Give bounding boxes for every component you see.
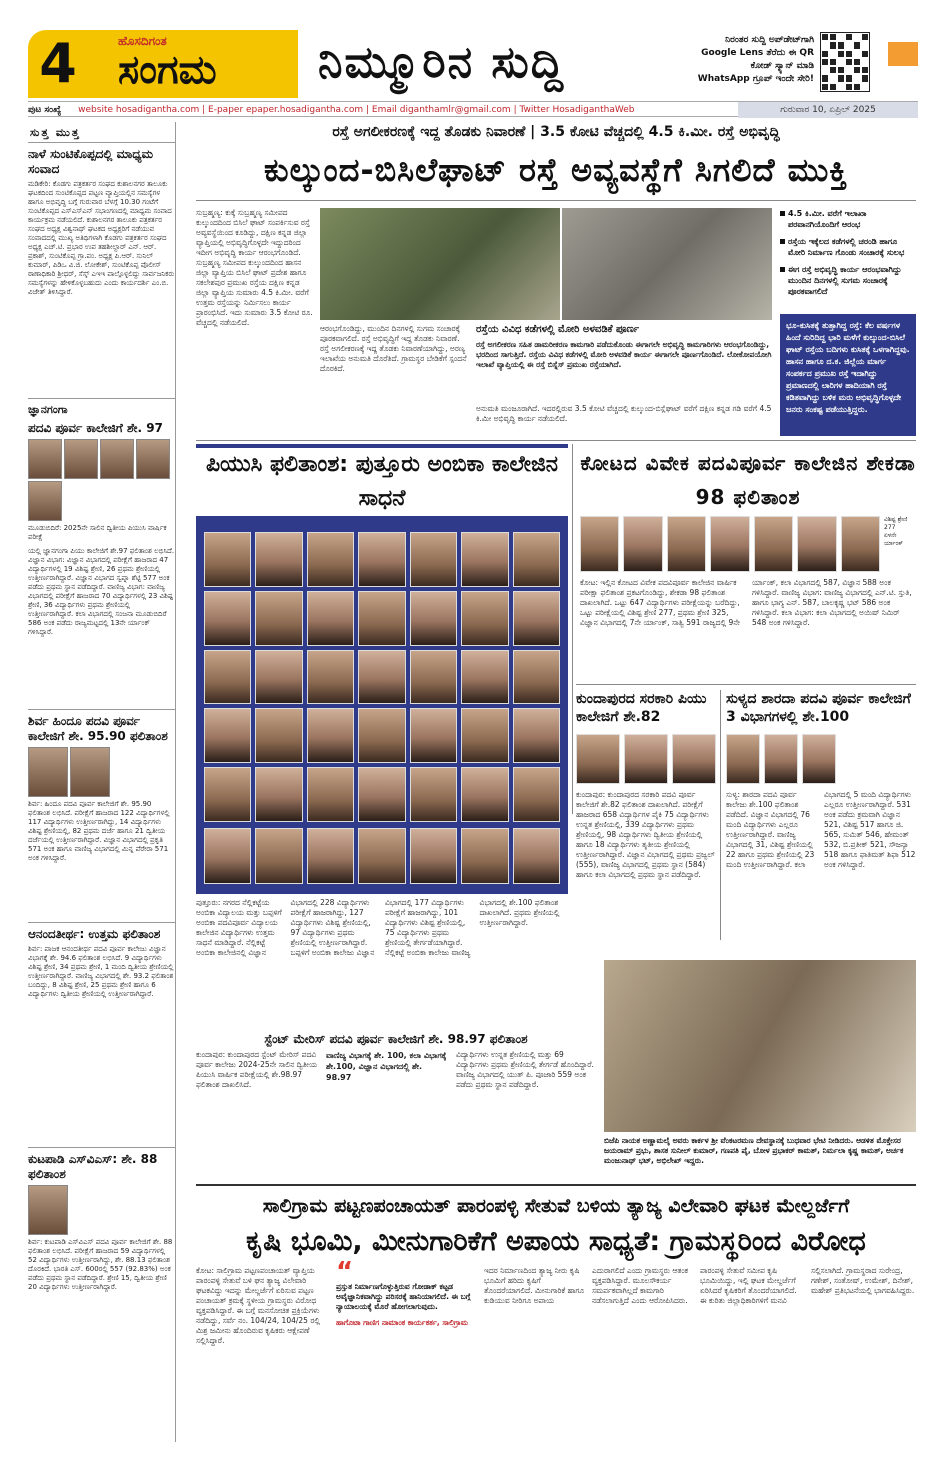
stmary-headline: ಸ್ಟೆಂಟ್ ಮೇರಿಸ್ ಪದವಿ ಪೂರ್ವ ಕಾಲೇಜಿಗೆ ಶೇ. 98.97 ಫಲಿತಾಂಶ: [264, 1032, 528, 1046]
student-photo: [513, 767, 560, 822]
student-photo: [255, 708, 302, 763]
student-photo: [358, 591, 405, 646]
ambika-student-row: [204, 828, 560, 884]
article-dateline: ಮೂಡುಬಿದಿರೆ: 2025ನೇ ಸಾಲಿನ ದ್ವಿತೀಯ ಪಿಯುಸಿ ವಾರ್ಷಿಕ ಪರೀಕ್ಷೆ: [28, 524, 167, 541]
road-work-photo[interactable]: [320, 208, 560, 320]
issue-date: ಗುರುವಾರ 10, ಏಪ್ರಿಲ್ 2025: [738, 102, 918, 118]
saligrama-body: ಇದರ ನಿರ್ಮಾಣದಿಂದ ತ್ಯಾಜ್ಯ ನೀರು ಕೃಷಿ ಭೂಮಿಗೆ ಹರಿದು ಕೃಷಿಗೆ ತೊಂದರೆಯಾಗಲಿದೆ. ಮೀನುಗಾರಿಕೆ ಹಾಗೂ ಕುಡಿಯುವ ನೀರಿಗೂ ಅಪಾಯ ಎದುರಾಗಲಿದೆ ಎಂದು ಗ್ರಾಮಸ್ಥರು ಆತಂಕ ವ್ಯಕ್ತಪಡಿಸಿದ್ದಾರೆ. ಮೂಲಸೌಕರ್ಯ ಸಮರ್ಪಕವಾಗಿಲ್ಲದೆ ಕಾಮಗಾರಿ ನಡೆಸಲಾಗುತ್ತಿದೆ ಎಂದು ಆರೋಪಿಸಿದರು.: [484, 1266, 689, 1305]
student-photo: [307, 650, 354, 705]
orange-tab: [888, 42, 918, 66]
student-photo: [410, 532, 457, 587]
student-photo: [764, 734, 798, 784]
saligrama-body: ಕೋಟ: ಸಾಲಿಗ್ರಾಮ ಪಟ್ಟಣಪಂಚಾಯತ್ ವ್ಯಾಪ್ತಿಯ ಪಾರಂಪಳ್ಳಿ ಸೇತುವೆ ಬಳಿ ಘನ ತ್ಯಾಜ್ಯ ವಿಲೇವಾರಿ ಘಟಕವಿದ್ದು ಇದನ್ನು ಮೇಲ್ದರ್ಜೆಗೆ ಏರಿಸುವ ಪಟ್ಟಣ ಪಂಚಾಯತ್ ಕ್ರಮಕ್ಕೆ ಸ್ಥಳೀಯ ಗ್ರಾಮಸ್ಥರು ವಿರೋಧ ವ್ಯಕ್ತಪಡಿಸಿದ್ದಾರೆ. ಈ ಬಗ್ಗೆ ಮನಸೋಚಿತ ಪ್ರಕ್ರಿಯೆಗಳು ನಡೆದಿದ್ದು, ಸರ್ವೆ ನಂ. 104/24, 104/25 ರಲ್ಲಿ ಮಿಶ್ರ ಜಮೀನು ಹೊಂದಿರುವ ಕೃಷಿಕರು ಆಕ್ಷೇಪಣೆ ಸಲ್ಲಿಸಿದ್ದಾರೆ.: [196, 1266, 320, 1345]
stmary-body: ವಿದ್ಯಾರ್ಥಿಗಳು ಉನ್ನತ ಶ್ರೇಣಿಯಲ್ಲಿ ಮತ್ತು 69 ವಿದ್ಯಾರ್ಥಿಗಳು ಪ್ರಥಮ ಶ್ರೇಣಿಯಲ್ಲಿ ತೇರ್ಗಡೆ ಹೊಂದಿದ್ದಾರೆ. ವಾಣಿಜ್ಯ ವಿಭಾಗದಲ್ಲಿ ಯುತ್ ಪಿ. ಪೂಜಾರಿ 559 ಅಂಕ ಪಡೆದು ಪ್ರಥಮ ಸ್ಥಾನ ಪಡೆದಿದ್ದಾರೆ.: [456, 1050, 594, 1089]
section-title: ನಿಮ್ಮೂರಿನ ಸುದ್ದಿ: [318, 37, 566, 88]
article-body: ಶಿರ್ವ: ಹಿಂದೂ ಪದವಿ ಪೂರ್ವ ಕಾಲೇಜಿಗೆ ಶೇ. 95.90 ಫಲಿತಾಂಶ ಲಭಿಸಿದೆ. ಪರೀಕ್ಷೆಗೆ ಹಾಜರಾದ 122 ವಿದ್ಯಾರ್ಥಿಗಳಲ್ಲಿ 117 ವಿದ್ಯಾರ್ಥಿಗಳು ಉತ್ತೀರ್ಣರಾಗಿದ್ದು, 14 ವಿದ್ಯಾರ್ಥಿಗಳು ವಿಶಿಷ್ಟ ಶ್ರೇಣಿಯಲ್ಲಿ, 82 ಪ್ರಥಮ ದರ್ಜೆ ಹಾಗೂ 21 ದ್ವಿತೀಯ ದರ್ಜೆಯಲ್ಲಿ ಉತ್ತೀರ್ಣರಾಗಿದ್ದಾರೆ. ವಿಜ್ಞಾನ ವಿಭಾಗದಲ್ಲಿ ಪ್ರಕೃತಿ 571 ಅಂಕ ಹಾಗೂ ವಾಣಿಜ್ಯ ವಿಭಾಗದಲ್ಲಿ ಮಿನ್ನ ಪೆರೇರಾ 571 ಅಂಕ ಗಳಿಸಿದ್ದಾರೆ.: [28, 800, 170, 862]
article-headline: ಆನಂದತೀರ್ಥ: ಉತ್ತಮ ಫಲಿತಾಂಶ: [28, 922, 175, 942]
brand-small-label: ಹೊಸದಿಗಂತ: [118, 34, 167, 48]
student-photo: [410, 708, 457, 763]
student-photo: [410, 828, 457, 884]
student-photo: [307, 767, 354, 822]
student-photo: [358, 650, 405, 705]
lead-body: ಸುಬ್ರಹ್ಮಣ್ಯ: ಕುಕ್ಕೆ ಸುಬ್ರಹ್ಮಣ್ಯ ಸಮೀಪದ ಕುಲ್ಕುಂದದಿಂದ ಬಿಸಿಲೆ ಘಾಟ್ ಸಂಪರ್ಕಿಸುವ ರಸ್ತೆ ಅವ್ಯವಸ್ಥೆಯಿಂದ ಕೂಡಿದ್ದು, ದಕ್ಷಿಣ ಕನ್ನಡ ಜಿಲ್ಲಾ ವ್ಯಾಪ್ತಿಯಲ್ಲಿ ಅಭಿವೃದ್ಧಿಗೊಳ್ಳದೇ ಇದ್ದುದರಿಂದ ಇದೀಗ ಅಭಿವೃದ್ಧಿ ಕಾರ್ಯ ಆರಂಭಗೊಂಡಿದೆ. ಸುಬ್ರಹ್ಮಣ್ಯ ಸಮೀಪದ ಕುಲ್ಕುಂದದಿಂದ ಹಾಸನ ಜಿಲ್ಲಾ ವ್ಯಾಪ್ತಿಯ ಬಿಸಿಲೆ ಘಾಟ್ ಪ್ರದೇಶ ಹಾಗೂ ಸಕಲೇಶಪುರ ಪ್ರಮುಖ ರಸ್ತೆಯ ದಕ್ಷಿಣ ಕನ್ನಡ ಜಿಲ್ಲಾ ವ್ಯಾಪ್ತಿಯ ಸುಮಾರು 4.5 ಕಿ.ಮೀ. ವರೆಗೆ ಉತ್ತಮ ರಸ್ತೆಯನ್ನು ನಿರ್ಮಿಸಲು ಕಾರ್ಯ ಪ್ರಾರಂಭಿಸಿದೆ. ಇದು ಸುಮಾರು 3.5 ಕೋಟಿ ರೂ. ವೆಚ್ಚದಲ್ಲಿ ನಡೆಯಲಿದೆ.: [196, 208, 313, 327]
highlight-item: ಈಗ ರಸ್ತೆ ಅಭಿವೃದ್ಧಿ ಕಾರ್ಯ ಆರಂಭವಾಗಿದ್ದು ಮುಂದಿನ ದಿನಗಳಲ್ಲಿ ಸುಗಮ ಸಂಚಾರಕ್ಕೆ ಪೂರಕವಾಗಲಿದೆ: [780, 264, 916, 297]
student-photo: [28, 747, 68, 797]
student-photo: [64, 439, 98, 479]
ambika-headline: ಪಿಯುಸಿ ಫಲಿತಾಂಶ: ಪುತ್ತೂರು ಅಂಬಿಕಾ ಕಾಲೇಜಿನ ಸಾಧನೆ: [196, 448, 568, 516]
epaper-link[interactable]: E-paper epaper.hosadigantha.com: [208, 105, 364, 115]
saligrama-kicker: ಸಾಲಿಗ್ರಾಮ ಪಟ್ಟಣಪಂಚಾಯತ್ ಪಾರಂಪಳ್ಳಿ ಸೇತುವೆ ಬಳಿಯ ತ್ಯಾಜ್ಯ ವಿಲೇವಾರಿ ಘಟಕ ಮೇಲ್ದರ್ಜೆಗೆ: [262, 1195, 850, 1217]
ambika-student-grid: [204, 532, 560, 822]
website-link[interactable]: website hosadigantha.com: [78, 105, 200, 115]
article-headline: ಕುಟಪಾಡಿ ಎಸ್‌ವಿಎಸ್: ಶೇ. 88 ಫಲಿತಾಂಶ: [28, 1147, 175, 1182]
student-photo: [204, 708, 251, 763]
student-photo: [672, 734, 716, 784]
student-photo: [623, 516, 662, 572]
student-photo: [710, 516, 749, 572]
student-photo: [410, 650, 457, 705]
lead-highlights: [780, 208, 916, 303]
lead-body: ಅನುಮತಿ ಮಂಜೂರಾಗಿದೆ. ಇದರಲ್ಲಿರುವ 3.5 ಕೋಟಿ ವೆಚ್ಚದಲ್ಲಿ ಕುಲ್ಕುಂದ-ಬಿಸ್ಲೆಘಾಟ್ ವರೆಗೆ ದಕ್ಷಿಣ ಕನ್ನಡ ಗಡಿ ವರೆಗೆ 4.5 ಕಿ.ಮೀ ಅಭಿವೃದ್ಧಿ ಕಾರ್ಯ ನಡೆಯಲಿದೆ.: [476, 404, 772, 423]
article-headline: ನಾಳೆ ಸುಂಟಿಕೊಪ್ಪದಲ್ಲಿ ಮಾಧ್ಯಮ ಸಂವಾದ: [28, 147, 154, 176]
student-photo: [28, 1185, 68, 1235]
student-photo: [802, 734, 836, 784]
student-photo: [358, 532, 405, 587]
page-label: ಪುಟ ಸಂಖ್ಯೆ: [28, 105, 62, 115]
student-photo: [28, 481, 62, 521]
student-photo: [28, 439, 62, 479]
student-photo: [461, 828, 508, 884]
student-photo: [410, 767, 457, 822]
lead-kicker: ರಸ್ತೆ ಅಗಲೀಕರಣಕ್ಕೆ ಇದ್ದ ತೊಡಕು ನಿವಾರಣೆ | 3.5 ಕೋಟಿ ವೆಚ್ಚದಲ್ಲಿ 4.5 ಕಿ.ಮೀ. ರಸ್ತೆ ಅಭಿವೃದ್ಧಿ: [332, 124, 780, 140]
ambika-body: ಪುತ್ತೂರು: ನಗರದ ನೆಲ್ಲಿಕಟ್ಟೆಯ ಅಂಬಿಕಾ ವಿದ್ಯಾಲಯ ಮತ್ತು ಬಪ್ಪಳಿಗೆ ಅಂಬಿಕಾ ಪದವಿಪೂರ್ವ ವಿದ್ಯಾಲಯ ಕಾಲೇಜಿನ ವಿದ್ಯಾರ್ಥಿಗಳು ಉತ್ತಮ ಸಾಧನೆ ಮಾಡಿದ್ದಾರೆ. ನೆಲ್ಲಿಕಟ್ಟೆ ಅಂಬಿಕಾ ಕಾಲೇಜಿನಲ್ಲಿ ವಿಜ್ಞಾನ ವಿಭಾಗದಲ್ಲಿ 228 ವಿದ್ಯಾರ್ಥಿಗಳು ಪರೀಕ್ಷೆಗೆ ಹಾಜರಾಗಿದ್ದು, 127 ವಿದ್ಯಾರ್ಥಿಗಳು ವಿಶಿಷ್ಟ ಶ್ರೇಣಿಯಲ್ಲಿ, 97 ವಿದ್ಯಾರ್ಥಿಗಳು ಪ್ರಥಮ ಶ್ರೇಣಿಯಲ್ಲಿ ಉತ್ತೀರ್ಣರಾಗಿದ್ದಾರೆ. ಬಪ್ಪಳಿಗೆ ಅಂಬಿಕಾ ಕಾಲೇಜು ವಿಜ್ಞಾನ ವಿಭಾಗದಲ್ಲಿ 177 ವಿದ್ಯಾರ್ಥಿಗಳು ಪರೀಕ್ಷೆಗೆ ಹಾಜರಾಗಿದ್ದು, 101 ವಿದ್ಯಾರ್ಥಿಗಳು ವಿಶಿಷ್ಟ ಶ್ರೇಣಿಯಲ್ಲಿ, 75 ವಿದ್ಯಾರ್ಥಿಗಳು ಪ್ರಥಮ ಶ್ರೇಣಿಯಲ್ಲಿ ತೇರ್ಗಡೆಯಾಗಿದ್ದಾರೆ. ನೆಲ್ಲಿಕಟ್ಟೆ ಅಂಬಿಕಾ ಕಾಲೇಜು ವಾಣಿಜ್ಯ ವಿಭಾಗದಲ್ಲಿ ಶೇ.100 ಫಲಿತಾಂಶ ದಾಖಲಾಗಿದೆ. ಪ್ರಥಮ ಶ್ರೇಣಿಯಲ್ಲಿ ಉತ್ತೀರ್ಣರಾಗಿದ್ದಾರೆ.: [196, 898, 560, 957]
student-photos: [28, 439, 175, 521]
student-photos: [28, 1185, 175, 1235]
quote-author: ಹಾಗೊಟಾ ಗಾಣಿಗ ನಾಮಾಂಕ ಕಾರ್ಯಕರ್ತ, ಸಾಲಿಗ್ರಾಮ: [336, 1318, 468, 1327]
lead-body: ಆರಂಭಗೊಂಡಿದ್ದು, ಮುಂದಿನ ದಿನಗಳಲ್ಲಿ ಸುಗಮ ಸಂಚಾರಕ್ಕೆ ಪೂರಕವಾಗಲಿದೆ. ರಸ್ತೆ ಅಭಿವೃದ್ಧಿಗೆ ಇದ್ದ ತೊಡಕು ನಿವಾರಣೆ. ರಸ್ತೆ ಅಗಲೀಕರಣಕ್ಕೆ ಇದ್ದ ತೊಡಕು ನಿವಾರಣೆಯಾಗಿದ್ದು, ಅರಣ್ಯ ಇಲಾಖೆಯ ಅನುಮತಿ ದೊರೆತಿದೆ. ಗ್ರಾಮಸ್ಥರ ಬೇಡಿಕೆಗೆ ಸ್ಪಂದನೆ ದೊರಕಿದೆ.: [320, 324, 467, 373]
student-photo: [307, 532, 354, 587]
landslide-box: ಭೂ-ಕುಸಿತಕ್ಕೆ ತುತ್ತಾಗಿದ್ದ ರಸ್ತೆ: ಕೆಲ ವರ್ಷಗಳ ಹಿಂದೆ ಸುರಿದಿದ್ದ ಭಾರಿ ಮಳೆಗೆ ಕುಲ್ಕುಂದ-ಬಿಸಿಲೆ ಘಾಟ್ ರಸ್ತೆಯ ಬದಿಗಳು ಕುಸಿತಕ್ಕೆ ಒಳಗಾಗಿದ್ದವು. ಹಾಸನ ಹಾಗೂ ದ.ಕ. ಜಿಲ್ಲೆಯ ಮಾರ್ಗ ಸಂಪರ್ಕದ ಪ್ರಮುಖ ರಸ್ತೆ ಇದಾಗಿದ್ದು ಪ್ರಮಾಣದಲ್ಲಿ ಲಾರಿಗಳ ಹಾದಿಯಾಗಿ ರಸ್ತೆ ಕಡಿತವಾಗಿದ್ದು ಬಳಿಕ ಮರು ಅಭಿವೃದ್ಧಿಗೊಳ್ಳದೇ ಜನರು ಸಂಕಷ್ಟ ಪಡೆಯುತ್ತಿದ್ದರು.: [780, 314, 916, 436]
suttamutta-logo: ಸುತ್ತ ಮುತ್ತ: [28, 122, 175, 143]
brand-logo: [88, 30, 298, 98]
student-photo: [307, 828, 354, 884]
student-photo: [513, 650, 560, 705]
saligrama-quote: [336, 1257, 476, 1402]
student-photo: [513, 708, 560, 763]
student-photo: [204, 591, 251, 646]
student-photo: [513, 828, 560, 884]
article-body: ಯಲ್ಲಿ ಜ್ಞಾನಗಂಗಾ ಪಿಯು ಕಾಲೇಜಿಗೆ ಶೇ.97 ಫಲಿತಾಂಶ ಲಭಿಸಿದೆ. ವಿಜ್ಞಾನ ವಿಭಾಗ: ವಿಜ್ಞಾನ ವಿಭಾಗದಲ್ಲಿ ಪರೀಕ್ಷೆಗೆ ಹಾಜರಾದ 47 ವಿದ್ಯಾರ್ಥಿಗಳಲ್ಲಿ 19 ವಿಶಿಷ್ಟ ಶ್ರೇಣಿ, 26 ಪ್ರಥಮ ಶ್ರೇಣಿಯಲ್ಲಿ ಉತ್ತೀರ್ಣರಾಗಿದ್ದಾರೆ. ವಿಜ್ಞಾನ ವಿಭಾಗದ ಸ್ವಪ್ನಾ ಶೆಟ್ಟಿ 577 ಅಂಕ ಪಡೆದು ಪ್ರಥಮ ಸ್ಥಾನ ಪಡೆದಿದ್ದಾರೆ. ವಾಣಿಜ್ಯ ವಿಭಾಗ: ವಾಣಿಜ್ಯ ವಿಭಾಗದಲ್ಲಿ ಪರೀಕ್ಷೆಗೆ ಹಾಜರಾದ 70 ವಿದ್ಯಾರ್ಥಿಗಳಲ್ಲಿ 23 ವಿಶಿಷ್ಟ ಶ್ರೇಣಿ, 36 ವಿದ್ಯಾರ್ಥಿಗಳು ಪ್ರಥಮ ಶ್ರೇಣಿಯಲ್ಲಿ ಉತ್ತೀರ್ಣರಾಗಿದ್ದಾರೆ. ಕಲಾ ವಿಭಾಗದಲ್ಲಿ ಸಂಜನಾ ಮೂಡುಬಿದಿರೆ 586 ಅಂಕ ಪಡೆದು ರಾಜ್ಯಮಟ್ಟದಲ್ಲಿ 13ನೇ ರ್ಯಾಂಕ್ ಗಳಿಸಿದ್ದಾರೆ.: [28, 547, 175, 636]
sullia-headline: ಸುಳ್ಯದ ಶಾರದಾ ಪದವಿ ಪೂರ್ವ ಕಾಲೇಜಿಗೆ 3 ವಿಭಾಗಗಳಲ್ಲಿ ಶೇ.100: [726, 691, 911, 725]
student-photos: [28, 747, 175, 797]
sullia-body: ಸುಳ್ಯ: ಶಾರದಾ ಪದವಿ ಪೂರ್ವ ಕಾಲೇಜು ಶೇ.100 ಫಲಿತಾಂಶ ಪಡೆದಿದೆ. ವಿಜ್ಞಾನ ವಿಭಾಗದಲ್ಲಿ 76 ಮಂದಿ ವಿದ್ಯಾರ್ಥಿಗಳು ಎಲ್ಲರೂ ಉತ್ತೀರ್ಣರಾಗಿದ್ದಾರೆ. ವಾಣಿಜ್ಯ ವಿಭಾಗದಲ್ಲಿ 31, ವಿಶಿಷ್ಟ ಶ್ರೇಣಿಯಲ್ಲಿ 22 ಹಾಗೂ ಪ್ರಥಮ ಶ್ರೇಣಿಯಲ್ಲಿ 23 ಮಂದಿ ಉತ್ತೀರ್ಣರಾಗಿದ್ದಾರೆ. ಕಲಾ ವಿಭಾಗದಲ್ಲಿ 5 ಮಂದಿ ವಿದ್ಯಾರ್ಥಿಗಳು ಎಲ್ಲರೂ ಉತ್ತೀರ್ಣರಾಗಿದ್ದಾರೆ. 531 ಅಂಕ ಪಡೆದು ಕ್ರಮವಾಗಿ ವಿಜ್ಞಾನ 521, ವಿಶಿಷ್ಟ 517 ಹಾಗೂ ಜಿ. 565, ಸುಮಿತ್ 546, ಹೇಮಂತ್ 532, ಬಿ.ಪ್ರತೀಕ್ 521, ಸೌಜನ್ಯಾ 518 ಹಾಗೂ ಫಾತಿಮತ್ ಶಿಫಾ 512 ಅಂಕ ಗಳಿಸಿದ್ದಾರೆ.: [726, 790, 916, 869]
student-photo: [461, 708, 508, 763]
student-photo: [255, 767, 302, 822]
info-bar: ಪುಟ ಸಂಖ್ಯೆ website hosadigantha.com | E-paper epaper.hosadigantha.com | Email diganthamlr@gmail.com | Twitter HosadiganthaWeb ಗುರುವಾರ 10, ಏಪ್ರಿಲ್ 2025: [28, 101, 918, 117]
student-photo: [461, 591, 508, 646]
temple-photo-caption: ಬಿಜೆಪಿ ನಾಯಕ ಅಣ್ಣಾಮಲೈ ಅವರು ಕಾರ್ಕಳ ಶ್ರೀ ವೆಂಕಟರಮಣ ದೇವಸ್ಥಾನಕ್ಕೆ ಬುಧವಾರ ಭೇಟಿ ನೀಡಿದರು. ಆಡಳಿತ ಮೊಕ್ತೇಸರ ಜಯರಾಮ್ ಪ್ರಭು, ಶಾಸಕ ಸುನೀಲ್ ಕುಮಾರ್, ಗಣಪತಿ ಪೈ, ಬೋಳ ಪ್ರಭಾಕರ್ ಕಾಮತ್, ನಿರ್ಮಲಾ ಕೃಷ್ಣ ಕಾಮತ್, ಅರ್ಚಕ ಮಂಜುನಾಥ್ ಭಟ್, ಅಭಿಲೇಖ್ ಇದ್ದರು.: [604, 1136, 904, 1165]
highlight-item: 4.5 ಕಿ.ಮೀ. ವರೆಗೆ ಇಲಾಖಾ ಪರವಾನಗಿಯೊಂದಿಗೆ ಆರಂಭ: [780, 208, 916, 230]
masthead: [28, 28, 918, 100]
student-photo: [513, 532, 560, 587]
student-photo: [754, 516, 793, 572]
kota-student-row: [580, 516, 880, 572]
student-photo: [667, 516, 706, 572]
stmary-body: ಕುಂದಾಪುರ: ಕುಂದಾಪುರದ ಸ್ಟೆಂಟ್ ಮೇರಿಸ್ ಪದವಿ ಪೂರ್ವ ಕಾಲೇಜು 2024-25ನೇ ಸಾಲಿನ ದ್ವಿತೀಯ ಪಿಯುಸಿ ವಾರ್ಷಿಕ ಪರೀಕ್ಷೆಯಲ್ಲಿ ಶೇ.98.97 ಫಲಿತಾಂಶ ದಾಖಲಿಸಿದೆ.: [196, 1050, 317, 1089]
kota-body: ಕೋಟ: ಇಲ್ಲಿನ ಕೋಟದ ವಿವೇಕ ಪದವಿಪೂರ್ವ ಕಾಲೇಜಿನ ವಾರ್ಷಿಕ ಪರೀಕ್ಷಾ ಫಲಿತಾಂಶ ಪ್ರಕಟಗೊಂಡಿದ್ದು, ಶೇಕಡಾ 98 ಫಲಿತಾಂಶ ದಾಖಲಾಗಿದೆ. ಒಟ್ಟು 647 ವಿದ್ಯಾರ್ಥಿಗಳು ಪರೀಕ್ಷೆಯನ್ನು ಬರೆದಿದ್ದು, ಒಟ್ಟು ಪರೀಕ್ಷೆಯಲ್ಲಿ ವಿಶಿಷ್ಟ ಶ್ರೇಣಿ 277, ಪ್ರಥಮ ಶ್ರೇಣಿ 325, ವಿಜ್ಞಾನ ವಿಭಾಗದಲ್ಲಿ 7ನೇ ರ್ಯಾಂಕ್, ಸಾತ್ವಿ 591 ರಾಜ್ಯದಲ್ಲಿ 9ನೇ ರ್ಯಾಂಕ್, ಕಲಾ ವಿಭಾಗದಲ್ಲಿ 587, ವಿಜ್ಞಾನ 588 ಅಂಕ ಗಳಿಸಿದ್ದಾರೆ. ವಾಣಿಜ್ಯ ವಿಭಾಗ: ವಾಣಿಜ್ಯ ವಿಭಾಗದಲ್ಲಿ ಎನ್.ಟಿ. ಸ್ತುತಿ, ಹಾಗೂ ಭಾಗ್ಯ ಎನ್. 587, ಬಾಲಕೃಷ್ಣ ಭಟ್ 586 ಅಂಕ ಗಳಿಸಿದ್ದಾರೆ. ಕಲಾ ವಿಭಾಗ: ಕಲಾ ವಿಭಾಗದಲ್ಲಿ ಅಯಿಷ್ ನಿಮಿರ್ 548 ಅಂಕ ಗಳಿಸಿದ್ದಾರೆ.: [580, 578, 912, 627]
photo-caption: ರಸ್ತೆಯ ವಿವಿಧ ಕಡೆಗಳಲ್ಲಿ ಮೋರಿ ಅಳವಡಿಕೆ ಪೂರ್ಣ: [476, 324, 640, 335]
page-number: 4: [28, 30, 88, 98]
kundapura-student-row: [576, 734, 716, 784]
qr-instructions: ನಿರಂತರ ಸುದ್ದಿ ಅಪ್‌ಡೇಟ್‌ಗಾಗಿ Google Lens ತೆರೆದು ಈ QR ಕೋಡ್ ಸ್ಕ್ಯಾನ್ ಮಾಡಿ WhatsApp ಗ್ರೂಪ್ ಇಂದೇ ಸೇರಿ!: [697, 35, 814, 84]
qr-code-icon[interactable]: [820, 32, 870, 92]
student-photo: [797, 516, 836, 572]
rank-note: ಏಳನೇ ರ್ಯಾಂಕ್: [884, 532, 903, 547]
student-photo: [461, 767, 508, 822]
student-photo: [726, 734, 760, 784]
kota-headline: ಕೋಟದ ವಿವೇಕ ಪದವಿಪೂರ್ವ ಕಾಲೇಜಿನ ಶೇಕಡಾ 98 ಫಲಿತಾಂಶ: [580, 451, 916, 509]
student-photo: [461, 532, 508, 587]
student-photo: [204, 650, 251, 705]
student-photo: [410, 591, 457, 646]
student-photo: [580, 516, 619, 572]
article-body: ಶಿರ್ವ: ಪಾಜಕ ಆನಂದತೀರ್ಥ ಪದವಿ ಪೂರ್ವ ಕಾಲೇಜು ವಿಜ್ಞಾನ ವಿಭಾಗಕ್ಕೆ ಶೇ. 94.6 ಫಲಿತಾಂಶ ಲಭಿಸಿದೆ. 9 ವಿದ್ಯಾರ್ಥಿಗಳು ವಿಶಿಷ್ಟ ಶ್ರೇಣಿ, 34 ಪ್ರಥಮ ಶ್ರೇಣಿ, 1 ಮಂದಿ ದ್ವಿತೀಯ ಶ್ರೇಣಿಯಲ್ಲಿ ಉತ್ತೀರ್ಣರಾಗಿದ್ದಾರೆ. ವಾಣಿಜ್ಯ ವಿಭಾಗದಲ್ಲಿ ಶೇ. 93.2 ಫಲಿತಾಂಶ ಬಂದಿದ್ದು, 8 ವಿಶಿಷ್ಟ ಶ್ರೇಣಿ, 25 ಪ್ರಥಮ ಶ್ರೇಣಿ ಹಾಗೂ 6 ವಿದ್ಯಾರ್ಥಿಗಳು ದ್ವಿತೀಯ ಶ್ರೇಣಿಯಲ್ಲಿ ಉತ್ತೀರ್ಣರಾಗಿದ್ದಾರೆ.: [28, 945, 174, 998]
student-photo: [136, 439, 170, 479]
student-photo: [255, 532, 302, 587]
student-photo: [461, 650, 508, 705]
temple-visit-photo[interactable]: [604, 960, 916, 1132]
quote-icon: “: [336, 1257, 354, 1287]
article-kicker: ಜ್ಞಾನಗಂಗಾ: [28, 398, 175, 417]
article-body: ಮಡಿಕೇರಿ: ಕೊಡಗು ಪತ್ರಕರ್ತರ ಸಂಘದ ಕುಶಾಲನಗರ ತಾಲೂಕು ಘಟಕದಿಂದ ಸುಂಟಿಕೊಪ್ಪದ ಪಟ್ಟಣ ವ್ಯಾಪ್ತಿಯಲ್ಲಿನ ಸಮಸ್ಯೆಗಳ ಹಾಗೂ ಅಭಿವೃದ್ಧಿ ಬಗ್ಗೆ ಗುರುವಾರ ಬೆಳಗ್ಗೆ 10.30 ಗಂಟೆಗೆ ಸುಂಟಿಕೊಪ್ಪದ ಎಸ್‌ಎಸ್‌ಎನ್ ಸಭಾಂಗಣದಲ್ಲಿ ಮಾಧ್ಯಮ ಸಂವಾದ ಕಾರ್ಯಕ್ರಮ ನಡೆಯಲಿದೆ. ಕುಶಾಲನಗರ ತಾಲೂಕು ಪತ್ರಕರ್ತರ ಸಂಘದ ಅಧ್ಯಕ್ಷ ವಿಶ್ವನಾಥ್ ಘಟಕದ ಅಧ್ಯಕ್ಷರಿಗೆ ನಡೆಯುವ ಸಂವಾದದಲ್ಲಿ ಮುಖ್ಯ ಅತಿಥಿಗಳಾಗಿ ಕೊಡಗು ಪತ್ರಕರ್ತರ ಸಂಘದ ಅಧ್ಯಕ್ಷ ಎಚ್.ಟಿ. ಪ್ರಭಾರ ಉಪ ತಹಶೀಲ್ದಾರ್ ಎನ್. ಆರ್. ಪ್ರಕಾಶ್, ಸುಂಟಿಕೊಪ್ಪ ಗ್ರಾ.ಪಂ. ಅಧ್ಯಕ್ಷ ಪಿ.ಆರ್. ಸುನಿಲ್ ಕುಮಾರ್, ಪಿಡಿಒ ವಿ.ಜಿ. ಲೋಕೇಶ್, ಸುಂಟಿಕೊಪ್ಪ ಪೊಲೀಸ್ ಠಾಣಾಧಿಕಾರಿ ಶ್ರೀಧರ್, ಸೆಸ್ಕ್ ಎಇಇ ಪಾಲ್ಗೊಳ್ಳಲಿದ್ದು ಸಾರ್ವಜನಿಕರು ಸಮಸ್ಯೆಗಳನ್ನು ಹೇಳಿಕೊಳ್ಳಬಹುದು ಎಂದು ಕಾರ್ಯದರ್ಶಿ ಎಂ.ಬಿ. ವಿಜೇತ್ ತಿಳಿಸಿದ್ದಾರೆ.: [28, 180, 175, 296]
student-photo: [576, 734, 620, 784]
student-photo: [255, 650, 302, 705]
sullia-student-row: [726, 734, 836, 784]
quote-text: ಪ್ರಸ್ತುತ ನಿರ್ಮಾಣಗೊಳ್ಳುತ್ತಿರುವ ಗೋಡಾಕ್ ಕಟ್ಟಡ ಅವೈಜ್ಞಾನಿಕವಾಗಿದ್ದು ಪರಿಸರಕ್ಕೆ ಹಾನಿಯಾಗಲಿದೆ. ಈ ಬಗ್ಗೆ ನ್ಯಾಯಾಲಯಕ್ಕೆ ಮೊರೆ ಹೋಗಲಾಗುವುದು.: [336, 1282, 471, 1311]
left-column: [28, 122, 176, 1442]
student-photo: [100, 439, 134, 479]
lead-headline: ಕುಲ್ಕುಂದ-ಬಿಸಿಲೆಘಾಟ್ ರಸ್ತೆ ಅವ್ಯವಸ್ಥೆಗೆ ಸಿಗಲಿದೆ ಮುಕ್ತಿ: [264, 151, 848, 189]
student-photo: [307, 708, 354, 763]
student-photo: [204, 767, 251, 822]
stmary-highlight: ವಾಣಿಜ್ಯ ವಿಭಾಗಕ್ಕೆ ಶೇ. 100, ಕಲಾ ವಿಭಾಗಕ್ಕೆ ಶೇ.100, ವಿಜ್ಞಾನ ವಿಭಾಗದಲ್ಲಿ ಶೇ. 98.97: [326, 1051, 447, 1082]
student-photo: [70, 747, 110, 797]
kundapura-headline: ಕುಂದಾಪುರದ ಸರಕಾರಿ ಪಿಯು ಕಾಲೇಜಿಗೆ ಶೇ.82: [576, 691, 707, 725]
student-photo: [358, 767, 405, 822]
student-photo: [624, 734, 668, 784]
student-photo: [255, 591, 302, 646]
student-photo: [307, 591, 354, 646]
saligrama-headline: ಕೃಷಿ ಭೂಮಿ, ಮೀನುಗಾರಿಕೆಗೆ ಅಪಾಯ ಸಾಧ್ಯತೆ: ಗ್ರಾಮಸ್ಥರಿಂದ ವಿರೋಧ: [246, 1226, 866, 1257]
student-photo: [513, 591, 560, 646]
student-photo: [358, 708, 405, 763]
student-photo: [204, 828, 251, 884]
email-link[interactable]: Email diganthamlr@gmail.com: [371, 105, 511, 115]
kundapura-body: ಕುಂದಾಪುರ: ಕುಂದಾಪುರದ ಸರಕಾರಿ ಪದವಿ ಪೂರ್ವ ಕಾಲೇಜಿಗೆ ಶೇ.82 ಫಲಿತಾಂಶ ದಾಖಲಾಗಿದೆ. ಪರೀಕ್ಷೆಗೆ ಹಾಜರಾದ 658 ವಿದ್ಯಾರ್ಥಿಗಳ ಪೈಕಿ 75 ವಿದ್ಯಾರ್ಥಿಗಳು ಉನ್ನತ ಶ್ರೇಣಿಯಲ್ಲಿ, 339 ವಿದ್ಯಾರ್ಥಿಗಳು ಪ್ರಥಮ ಶ್ರೇಣಿಯಲ್ಲಿ, 98 ವಿದ್ಯಾರ್ಥಿಗಳು ದ್ವಿತೀಯ ಶ್ರೇಣಿಯಲ್ಲಿ ಹಾಗೂ 18 ವಿದ್ಯಾರ್ಥಿಗಳು ತೃತೀಯ ಶ್ರೇಣಿಯಲ್ಲಿ ಉತ್ತೀರ್ಣರಾಗಿದ್ದಾರೆ. ವಿಜ್ಞಾನ ವಿಭಾಗದಲ್ಲಿ ಪ್ರಥಮ ಪ್ರಜ್ವಲ್ (555), ವಾಣಿಜ್ಯ ವಿಭಾಗದಲ್ಲಿ ಪ್ರಥಮ ಸ್ಥಾನ (584) ಹಾಗೂ ಕಲಾ ವಿಭಾಗದಲ್ಲಿ ಪ್ರಥಮ ಸ್ಥಾನ ಪಡೆದಿದ್ದಾರೆ.: [576, 790, 715, 879]
student-photo: [358, 828, 405, 884]
photo-caption-body: ರಸ್ತೆ ಅಗಲೀಕರಣ ಸಹಿತ ಡಾಮರೀಕರಣ ಕಾಮಗಾರಿ ಪಡೆದುಕೊಂಡು ಈಗಾಗಲೇ ಅಭಿವೃದ್ಧಿ ಕಾಮಗಾರಿಗಳು ಆರಂಭಗೊಂಡಿದ್ದು, ಭರದಿಂದ ಸಾಗುತ್ತಿದೆ. ರಸ್ತೆಯ ವಿವಿಧ ಕಡೆಗಳಲ್ಲಿ ಮೋರಿ ಅಳವಡಿಕೆ ಕಾರ್ಯ ಈಗಾಗಲೇ ಪೂರ್ಣಗೊಂಡಿದೆ. ಲೋಕೋಪಯೋಗಿ ಇಲಾಖೆ ವ್ಯಾಪ್ತಿಯಲ್ಲಿ ಈ ರಸ್ತೆ ಬಿಸ್ನೆಸ್ ಪ್ರಮುಖ ರಸ್ತೆಯಾಗಿದೆ.: [476, 340, 772, 369]
twitter-link[interactable]: Twitter HosadiganthaWeb: [519, 105, 635, 115]
brand-big-label: ಸಂಗಮ: [118, 47, 217, 93]
article-headline: ಶಿರ್ವ ಹಿಂದೂ ಪದವಿ ಪೂರ್ವ ಕಾಲೇಜಿಗೆ ಶೇ. 95.90 ಫಲಿತಾಂಶ: [28, 709, 175, 744]
rank-note: ವಿಶಿಷ್ಟ ಶ್ರೇಣಿ 277: [884, 516, 908, 531]
saligrama-body: ಪಾರಂಪಳ್ಳಿ ಸೇತುವೆ ಸಮೀಪ ಕೃಷಿ ಭೂಮಿಯಿದ್ದು, ಇಲ್ಲಿ ಘಟಕ ಮೇಲ್ದರ್ಜೆಗೆ ಏರಿಸಿದರೆ ಕೃಷಿಕರಿಗೆ ತೊಂದರೆಯಾಗಲಿದೆ. ಈ ಕುರಿತು ಜಿಲ್ಲಾಧಿಕಾರಿಗಳಿಗೆ ಮನವಿ ಸಲ್ಲಿಸಲಾಗಿದೆ. ಗ್ರಾಮಸ್ಥರಾದ ಸುರೇಂದ್ರ, ಗಣೇಶ್, ಸಂತೋಷ್, ಉಮೇಶ್, ದಿನೇಶ್, ಮಹೇಶ್ ಪ್ರತಿಭಟನೆಯಲ್ಲಿ ಭಾಗವಹಿಸಿದ್ದರು.: [700, 1266, 915, 1305]
article-body: ಶಿರ್ವ: ಕುಟಪಾಡಿ ಎಸ್‌ವಿಎಸ್ ಪದವಿ ಪೂರ್ವ ಕಾಲೇಜಿಗೆ ಶೇ. 88 ಫಲಿತಾಂಶ ಲಭಿಸಿದೆ. ಪರೀಕ್ಷೆಗೆ ಹಾಜರಾದ 59 ವಿದ್ಯಾರ್ಥಿಗಳಲ್ಲಿ 52 ವಿದ್ಯಾರ್ಥಿಗಳು ಉತ್ತೀರ್ಣರಾಗಿದ್ದು, ಶೇ. 88.13 ಫಲಿತಾಂಶ ದೊರಕಿದೆ. ಭಾರತಿ ಎಸ್. 600ರಲ್ಲಿ 557 (92.83%) ಅಂಕ ಪಡೆದು ಪ್ರಥಮ ಸ್ಥಾನ ಪಡೆದಿದ್ದಾರೆ. ಶ್ರೇಣಿ 15, ದ್ವಿತೀಯ ಶ್ರೇಣಿ 20 ವಿದ್ಯಾರ್ಥಿಗಳು ಉತ್ತೀರ್ಣರಾಗಿದ್ದಾರೆ.: [28, 1238, 173, 1291]
student-photo: [204, 532, 251, 587]
article-headline: ಪದವಿ ಪೂರ್ವ ಕಾಲೇಜಿಗೆ ಶೇ. 97: [28, 421, 163, 435]
student-photo: [255, 828, 302, 884]
student-photo: [841, 516, 880, 572]
highlight-item: ರಸ್ತೆಯ ಇಕ್ಕೆಲದ ಕಡೆಗಳಲ್ಲಿ ಚರಂಡಿ ಹಾಗೂ ಮೋರಿ ನಿರ್ಮಾಣ ಗೊಂಡು ಸಂಚಾರಕ್ಕೆ ಸುಲಭ: [780, 236, 916, 258]
damaged-road-photo[interactable]: [562, 208, 772, 320]
